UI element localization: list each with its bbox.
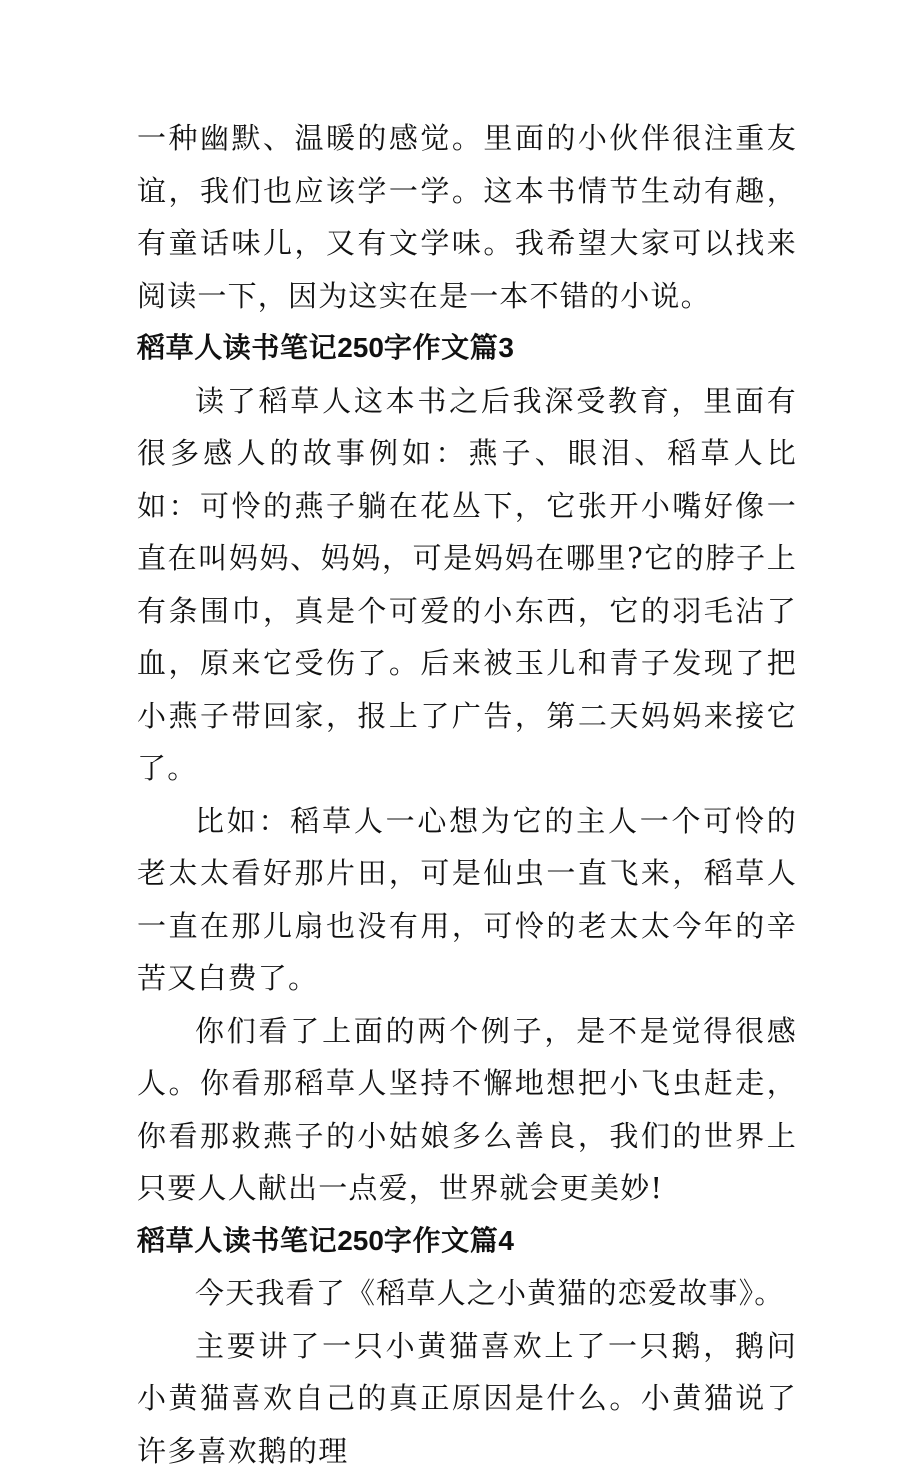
body-paragraph: 读了稻草人这本书之后我深受教育，里面有很多感人的故事例如：燕子、眼泪、稻草人比如：可怜的燕子躺在花丛下，它张开小嘴好像一直在叫妈妈、妈妈，可是妈妈在哪里?它的脖子上有条围巾，真是个可爱的小东西，它的羽毛沾了血，原来它受伤了。后来被玉儿和青子发现了把小燕子带回家，报上了广告，第二天妈妈来接它了。 [137,375,797,795]
body-paragraph: 主要讲了一只小黄猫喜欢上了一只鹅，鹅问小黄猫喜欢自己的真正原因是什么。小黄猫说了许多喜欢鹅的理 [137,1320,797,1477]
document-body [137,112,797,1477]
heading-word-count: 250 [337,332,384,363]
body-paragraph: 你们看了上面的两个例子，是不是觉得很感人。你看那稻草人坚持不懈地想把小飞虫赶走，你看那救燕子的小姑娘多么善良，我们的世界上只要人人献出一点爱，世界就会更美妙! [137,1005,797,1215]
section-heading-3 [137,322,797,375]
heading-suffix-text: 字作文篇 [384,331,498,364]
section-heading-4 [137,1215,797,1268]
heading-title-text: 稻草人读书笔记 [137,1224,337,1257]
heading-index: 4 [498,1225,514,1256]
body-paragraph: 今天我看了《稻草人之小黄猫的恋爱故事》。 [137,1267,797,1320]
heading-suffix-text: 字作文篇 [384,1224,498,1257]
body-paragraph: 比如：稻草人一心想为它的主人一个可怜的老太太看好那片田，可是仙虫一直飞来，稻草人一直在那儿扇也没有用，可怜的老太太今年的辛苦又白费了。 [137,795,797,1005]
heading-index: 3 [498,332,514,363]
body-paragraph: 一种幽默、温暖的感觉。里面的小伙伴很注重友谊，我们也应该学一学。这本书情节生动有趣，有童话味儿，又有文学味。我希望大家可以找来阅读一下，因为这实在是一本不错的小说。 [137,112,797,322]
heading-title-text: 稻草人读书笔记 [137,331,337,364]
heading-word-count: 250 [337,1225,384,1256]
